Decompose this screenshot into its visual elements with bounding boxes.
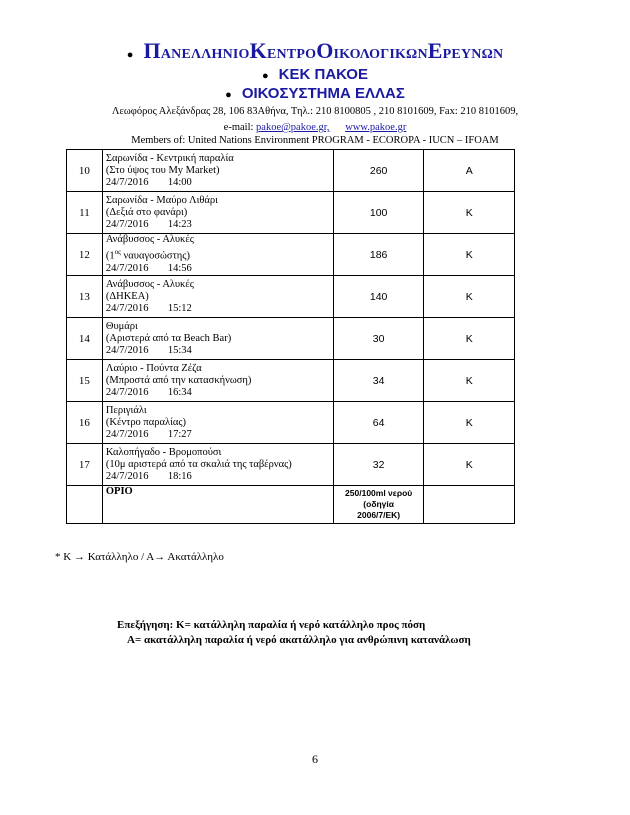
email-link[interactable]: pakoe@pakoe.gr, — [256, 122, 330, 133]
explanation-line-2: Α= ακατάλληλη παραλία ή νερό ακατάλληλο για ανθρώπινη κατανάλωση — [127, 634, 471, 646]
explanation-line-1: Επεξήγηση: Κ= κατάλληλη παραλία ή νερό κατάλληλο προς πόση — [117, 619, 426, 631]
explanation — [117, 618, 471, 648]
letterhead — [0, 38, 630, 146]
results-table — [66, 149, 515, 524]
page-number: 6 — [312, 752, 318, 766]
bullet-icon: ● — [262, 70, 269, 82]
table-row: 10 Σαρωνίδα - Κεντρική παραλία (Στο ύψος του My Market) 24/7/2016 14:00 260 Α — [67, 150, 515, 192]
contact-line: e-mail: pakoe@pakoe.gr, www.pakoe.gr — [223, 122, 407, 133]
table-row: 17 Καλοπήγαδο - Βρομοπούσι (10μ αριστερά από τα σκαλιά της ταβέρνας) 24/7/2016 18:16 32 Κ — [67, 444, 515, 486]
legend-note: * Κ → Κατάλληλο / Α→ Ακατάλληλο — [55, 551, 224, 563]
kek-title: ● ΚΕΚ ΠΑΚΟΕ — [262, 66, 368, 83]
table-row: 14 Θυμάρι (Αριστερά από τα Beach Bar) 24/7/2016 15:34 30 Κ — [67, 318, 515, 360]
limit-row — [67, 486, 515, 524]
org-title — [0, 38, 630, 64]
bullet-icon: ● — [225, 89, 232, 101]
ecosystem-title: ● ΟΙΚΟΣΥΣΤΗΜΑ ΕΛΛΑΣ — [225, 85, 405, 102]
table-row: 13 Ανάβυσσος - Αλυκές (ΔΗΚΕΑ) 24/7/2016 15:12 140 Κ — [67, 276, 515, 318]
org-name: ΠΑΝΕΛΛΗΝΙΟΚΕΝΤΡΟΟΙΚΟΛΟΓΙΚΩΝΕΡΕΥΝΩΝ — [143, 38, 504, 63]
bullet-icon: ● — [126, 49, 134, 61]
members-line: Members of: United Nations Environment PROGRAM - ECOROPA - IUCN – IFOAM — [131, 135, 499, 146]
table-row: 12 Ανάβυσσος - Αλυκές ($1^{o\varsigma}$ ναυαγοσώστης) 24/7/2016 14:56 186 Κ — [67, 234, 515, 276]
table-row: 15 Λαύριο - Πούντα Ζέζα (Μπροστά από την κατασκήνωση) 24/7/2016 16:34 34 Κ — [67, 360, 515, 402]
limit-value: 250/100ml νερού (οδηγία 2006/7/ΕΚ) — [333, 486, 424, 524]
table-row: 16 Περιγιάλι (Κέντρο παραλίας) 24/7/2016 17:27 64 Κ — [67, 402, 515, 444]
website-link[interactable]: www.pakoe.gr — [345, 122, 407, 133]
table-row: 11 Σαρωνίδα - Μαύρο Λιθάρι (Δεξιά στο φανάρι) 24/7/2016 14:23 100 Κ — [67, 192, 515, 234]
limit-label: ΟΡΙΟ — [102, 486, 333, 524]
address-line: Λεωφόρος Αλεξάνδρας 28, 106 83Αθήνα, Τηλ.: 210 8100805 , 210 8101609, Fax: 210 8101609, — [111, 106, 519, 117]
